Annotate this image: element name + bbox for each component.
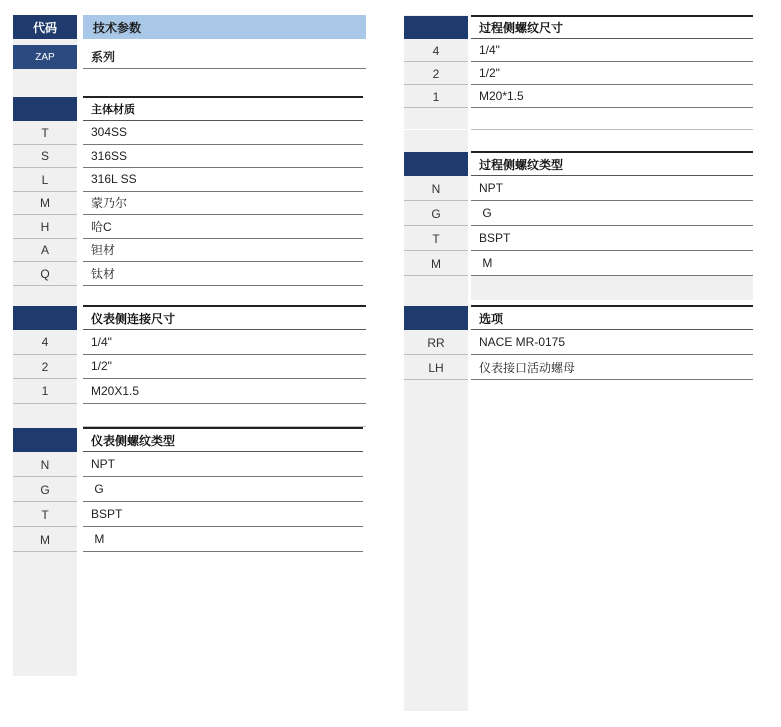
process-size-code-header (404, 16, 468, 39)
code-header-label: 代码 (32, 20, 57, 35)
process-type-row-2 (471, 226, 753, 251)
body-material-code-4: H (40, 219, 50, 234)
body-material-code-5: A (40, 243, 49, 258)
instrument-conn-code-1: 2 (41, 359, 49, 374)
body-material-row-3 (83, 192, 363, 216)
process-type-title: 过程侧螺纹类型 (479, 157, 564, 172)
process-size-value-1: 1/2" (479, 66, 500, 80)
instrument-thread-row-1 (83, 477, 363, 502)
body-material-header (83, 96, 363, 121)
process-type-row-1 (471, 201, 753, 226)
instrument-thread-code-3: M (40, 532, 50, 547)
options-title: 选项 (479, 311, 504, 326)
body-material-value-2: 316L SS (91, 172, 137, 187)
body-material-row-0 (83, 121, 363, 145)
options-row-1 (471, 355, 753, 380)
instrument-conn-code-header (13, 306, 77, 330)
instrument-conn-header (83, 305, 366, 330)
options-code-0: RR (427, 335, 445, 350)
body-material-value-1: 316SS (91, 148, 128, 163)
process-size-row-0 (471, 39, 753, 62)
instrument-thread-row-3 (83, 527, 363, 552)
process-size-code-2: 1 (432, 89, 440, 104)
process-size-code-1: 2 (432, 66, 440, 81)
process-type-value-3: M (479, 256, 493, 270)
body-material-value-3: 蒙乃尔 (91, 196, 128, 211)
instrument-thread-row-2 (83, 502, 363, 527)
instrument-thread-code-divider-3 (13, 551, 77, 552)
process-size-code-blank (404, 106, 468, 130)
series-row (83, 45, 366, 69)
series-code: ZAP (35, 51, 55, 63)
instrument-thread-value-2: BSPT (91, 507, 123, 521)
series-label: 系列 (91, 50, 116, 64)
process-type-row-3 (471, 251, 753, 276)
options-code-header (404, 306, 468, 330)
process-type-blank (471, 276, 753, 300)
instrument-conn-value-0: 1/4" (91, 334, 112, 349)
process-size-row-1 (471, 62, 753, 85)
process-type-code-divider-3 (404, 275, 468, 276)
instrument-conn-row-1 (83, 355, 366, 380)
instrument-thread-code-2: T (41, 507, 49, 522)
instrument-conn-row-0 (83, 330, 366, 355)
process-size-value-0: 1/4" (479, 43, 500, 57)
body-material-code-6: Q (40, 266, 50, 281)
process-type-header (471, 151, 753, 176)
process-type-row-0 (471, 176, 753, 201)
body-material-row-1 (83, 145, 363, 169)
instrument-thread-code-1: G (40, 482, 50, 497)
process-size-value-2: M20*1.5 (479, 89, 524, 103)
body-material-code-divider-6 (13, 285, 77, 286)
series-code-cell (13, 45, 77, 69)
instrument-thread-code-header (13, 428, 77, 452)
instrument-thread-code-0: N (40, 457, 50, 472)
process-type-code-header (404, 152, 468, 176)
instrument-thread-value-0: NPT (91, 457, 115, 471)
process-size-blank (471, 106, 753, 130)
instrument-conn-value-2: M20X1.5 (91, 383, 140, 398)
process-type-code-0: N (431, 181, 441, 196)
param-header (83, 15, 366, 39)
options-row-0 (471, 330, 753, 355)
instrument-conn-code-0: 4 (41, 335, 49, 350)
body-material-code-header (13, 97, 77, 121)
process-size-title: 过程侧螺纹尺寸 (479, 21, 564, 35)
body-material-code-0: T (41, 125, 49, 140)
process-size-row-2 (471, 85, 753, 108)
options-value-1: 仪表接口活动螺母 (479, 360, 576, 375)
process-size-code-divider-2 (404, 107, 468, 108)
options-value-0: NACE MR-0175 (479, 335, 566, 349)
instrument-thread-header (83, 427, 363, 452)
body-material-code-2: L (41, 172, 49, 187)
instrument-conn-blank (83, 403, 366, 427)
body-material-row-4 (83, 215, 363, 239)
instrument-thread-value-3: M (91, 532, 105, 546)
process-size-code-0: 4 (432, 43, 440, 58)
body-material-title: 主体材质 (91, 104, 135, 116)
options-header (471, 305, 753, 330)
instrument-thread-title: 仪表侧螺纹类型 (91, 433, 176, 448)
process-type-value-0: NPT (479, 181, 503, 195)
param-header-label: 技术参数 (93, 20, 142, 35)
process-type-value-1: G (479, 206, 492, 220)
instrument-thread-value-1: G (91, 482, 104, 496)
instrument-conn-value-1: 1/2" (91, 359, 112, 374)
instrument-conn-code-divider-2 (13, 403, 77, 404)
instrument-conn-row-2 (83, 379, 366, 404)
body-material-code-1: S (40, 149, 49, 164)
body-material-code-3: M (40, 196, 50, 211)
code-header (13, 15, 77, 39)
options-code-1: LH (428, 360, 444, 375)
process-size-header (471, 15, 753, 39)
process-type-value-2: BSPT (479, 231, 511, 245)
instrument-conn-code-2: 1 (41, 384, 49, 399)
instrument-conn-title: 仪表侧连接尺寸 (91, 311, 176, 326)
body-material-row-5 (83, 239, 363, 263)
body-material-value-5: 钽材 (91, 243, 116, 258)
body-material-row-6 (83, 262, 363, 286)
body-material-value-0: 304SS (91, 125, 128, 140)
body-material-row-2 (83, 168, 363, 192)
process-type-code-3: M (431, 256, 441, 271)
process-type-code-1: G (431, 206, 441, 221)
body-material-value-6: 钛材 (91, 266, 116, 281)
process-type-code-2: T (432, 231, 440, 246)
body-material-value-4: 哈C (91, 219, 112, 234)
instrument-thread-row-0 (83, 452, 363, 477)
options-code-divider-1 (404, 379, 468, 380)
